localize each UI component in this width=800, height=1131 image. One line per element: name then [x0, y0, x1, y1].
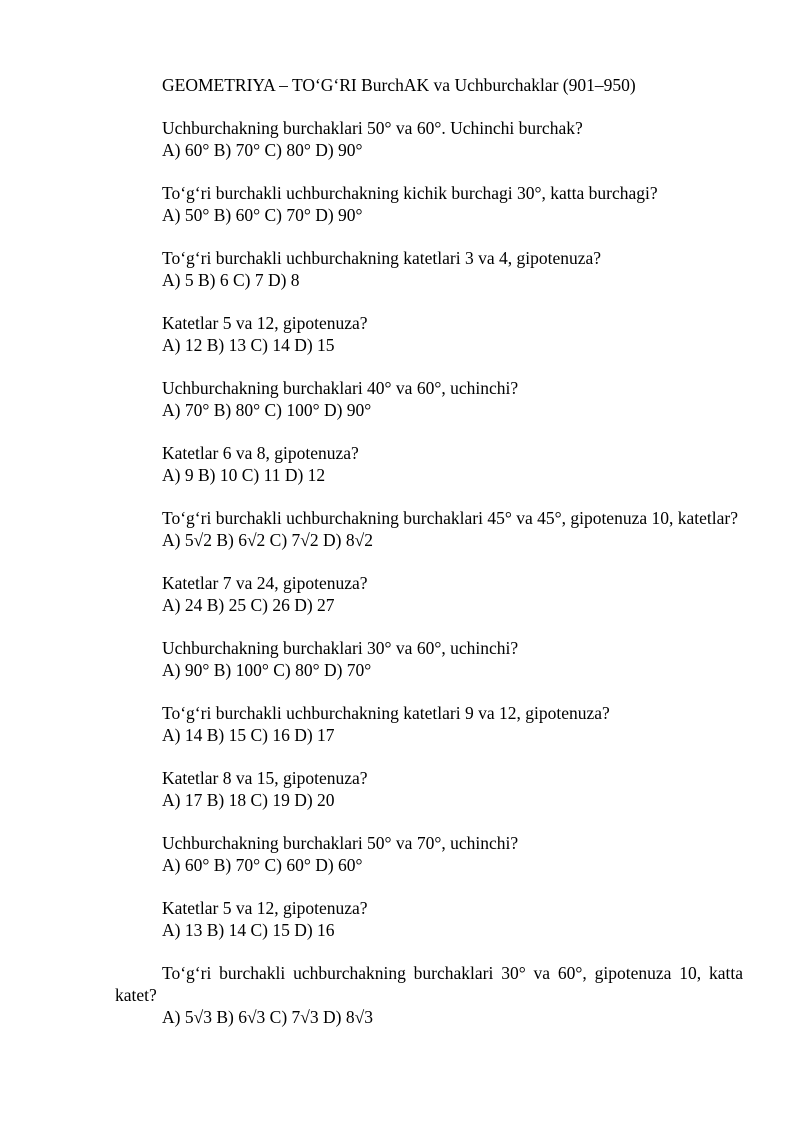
- question-text: Katetlar 5 va 12, gipotenuza?: [162, 313, 368, 333]
- question-text: To‘g‘ri burchakli uchburchakning burchaklari 30° va 60°, gipotenuza 10, katta katet?: [115, 963, 743, 1005]
- answer-options: A) 60° B) 70° C) 60° D) 60°: [162, 855, 363, 875]
- question-text: To‘g‘ri burchakli uchburchakning kichik burchagi 30°, katta burchagi?: [162, 183, 658, 203]
- question-item: [115, 832, 743, 876]
- question-text: Uchburchakning burchaklari 30° va 60°, uchinchi?: [162, 638, 519, 658]
- question-text: Katetlar 6 va 8, gipotenuza?: [162, 443, 359, 463]
- answer-options: A) 70° B) 80° C) 100° D) 90°: [162, 400, 372, 420]
- question-item: [115, 702, 743, 746]
- question-item: [115, 507, 743, 551]
- question-item: [115, 572, 743, 616]
- answer-options: A) 5√2 B) 6√2 C) 7√2 D) 8√2: [162, 530, 373, 550]
- answer-options: A) 13 B) 14 C) 15 D) 16: [162, 920, 335, 940]
- answer-options: A) 12 B) 13 C) 14 D) 15: [162, 335, 335, 355]
- question-item: [115, 182, 743, 226]
- document-title: GEOMETRIYA – TO‘G‘RI BurchAK va Uchburchaklar (901–950): [162, 75, 636, 95]
- question-item: [115, 117, 743, 161]
- answer-options: A) 90° B) 100° C) 80° D) 70°: [162, 660, 372, 680]
- question-text: Uchburchakning burchaklari 50° va 70°, uchinchi?: [162, 833, 519, 853]
- question-item: [115, 767, 743, 811]
- question-text: Uchburchakning burchaklari 40° va 60°, uchinchi?: [162, 378, 519, 398]
- question-item: [115, 637, 743, 681]
- answer-options: A) 60° B) 70° C) 80° D) 90°: [162, 140, 363, 160]
- question-text: To‘g‘ri burchakli uchburchakning katetlari 3 va 4, gipotenuza?: [162, 248, 602, 268]
- answer-options: A) 9 B) 10 C) 11 D) 12: [162, 465, 326, 485]
- question-item: [115, 897, 743, 941]
- document-page: [115, 74, 743, 1049]
- question-item: [115, 377, 743, 421]
- question-text: Katetlar 8 va 15, gipotenuza?: [162, 768, 368, 788]
- answer-options: A) 24 B) 25 C) 26 D) 27: [162, 595, 335, 615]
- question-item: [115, 312, 743, 356]
- question-text: Katetlar 7 va 24, gipotenuza?: [162, 573, 368, 593]
- answer-options: A) 50° B) 60° C) 70° D) 90°: [162, 205, 363, 225]
- question-text: Uchburchakning burchaklari 50° va 60°. Uchinchi burchak?: [162, 118, 583, 138]
- answer-options: A) 5√3 B) 6√3 C) 7√3 D) 8√3: [162, 1007, 373, 1027]
- answer-options: A) 14 B) 15 C) 16 D) 17: [162, 725, 335, 745]
- question-text: To‘g‘ri burchakli uchburchakning katetlari 9 va 12, gipotenuza?: [162, 703, 610, 723]
- question-item: [115, 962, 743, 1028]
- question-item: [115, 442, 743, 486]
- answer-options: A) 17 B) 18 C) 19 D) 20: [162, 790, 335, 810]
- answer-options: A) 5 B) 6 C) 7 D) 8: [162, 270, 300, 290]
- question-text: Katetlar 5 va 12, gipotenuza?: [162, 898, 368, 918]
- question-text: To‘g‘ri burchakli uchburchakning burchaklari 45° va 45°, gipotenuza 10, katetlar?: [162, 508, 738, 528]
- question-item: [115, 247, 743, 291]
